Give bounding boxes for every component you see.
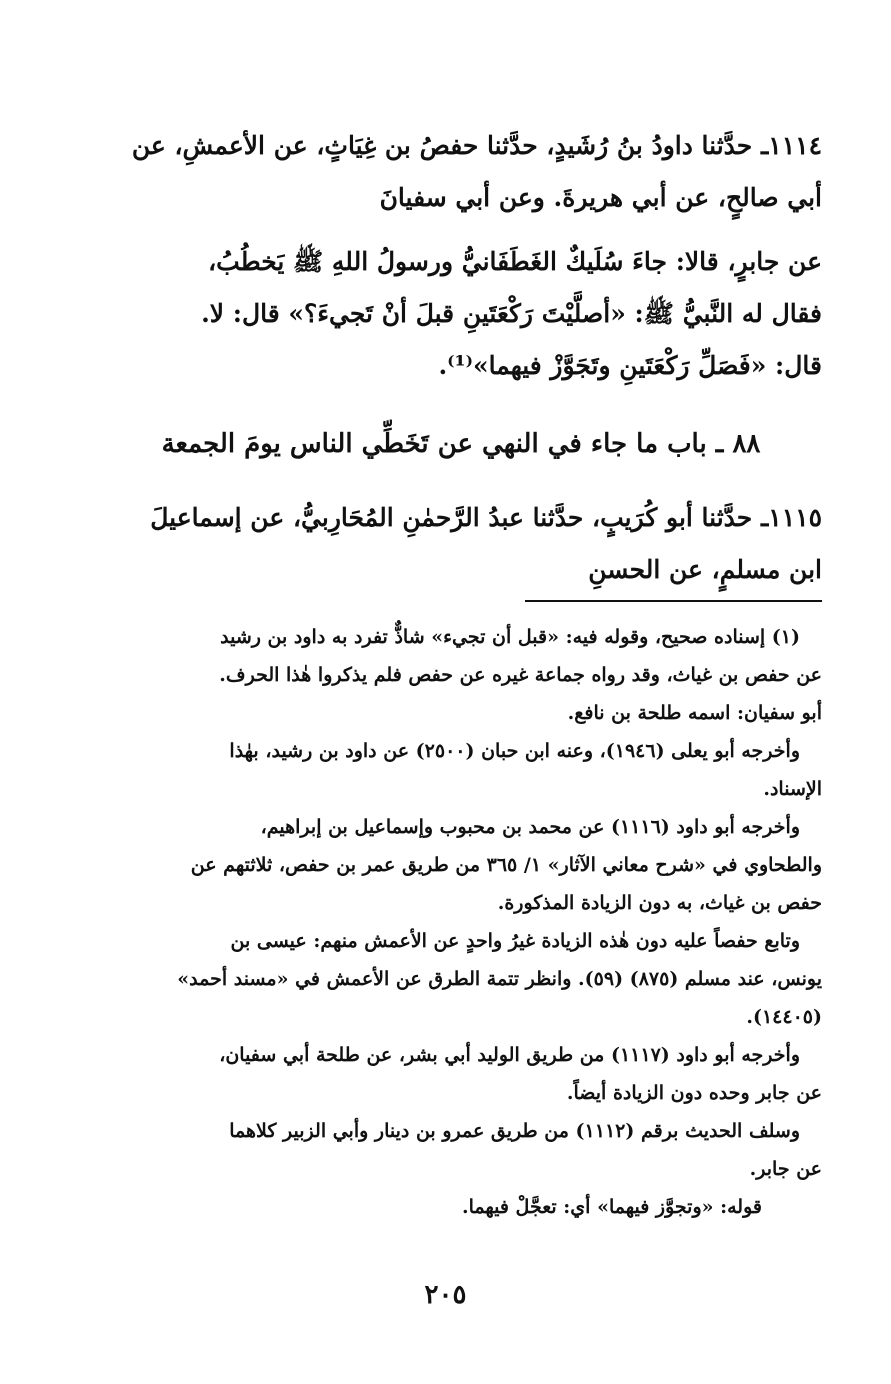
footnote-5-line-1: وتابع حفصاً عليه دون هٰذه الزيادة غيرُ واحدٍ عن الأعمش منهم: عيسى بن xyxy=(230,930,800,952)
footnotes xyxy=(100,618,822,1226)
hadith-1114-line-5: قال: «فَصَلِّ رَكْعَتَينِ وتَجَوَّزْ فيهما»⁽¹⁾. xyxy=(438,351,822,380)
footnote-7-line-1: وسلف الحديث برقم (١١١٢) من طريق عمرو بن دينار وأبي الزبير كلاهما xyxy=(229,1120,800,1142)
footnote-3-line-2: الإسناد. xyxy=(763,778,822,800)
footnote-7-line-2: عن جابر. xyxy=(749,1158,822,1180)
footnote-6-line-1: وأخرجه أبو داود (١١١٧) من طريق الوليد أبي بشر، عن طلحة أبي سفيان، xyxy=(219,1044,800,1066)
footnote-4-line-1: وأخرجه أبو داود (١١١٦) عن محمد بن محبوب وإسماعيل بن إبراهيم، xyxy=(260,816,800,838)
footnote-5-line-3: (١٤٤٠٥). xyxy=(746,1006,822,1028)
hadith-1114-line-4: فقال له النَّبيُّ ﷺ: «أصلَّيْتَ رَكْعَتَينِ قبلَ أنْ تَجيءَ؟» قال: لا. xyxy=(201,299,822,328)
footnote-4-line-3: حفص بن غياث، به دون الزيادة المذكورة. xyxy=(497,892,822,914)
footnote-5-line-2: يونس، عند مسلم (٨٧٥) (٥٩). وانظر تتمة الطرق عن الأعمش في «مسند أحمد» xyxy=(177,968,822,990)
hadith-1114-line-2: أبي صالحٍ، عن أبي هريرةَ. وعن أبي سفيانَ xyxy=(379,183,822,212)
footnote-1-line-1: (١) إسناده صحيح، وقوله فيه: «قبل أن تجيء» شاذٌّ تفرد به داود بن رشيد xyxy=(220,626,800,648)
chapter-heading: ٨٨ ـ باب ما جاء في النهي عن تَخَطِّي الناس يومَ الجمعة xyxy=(161,429,761,459)
hadith-1114-line-1: ١١١٤ـ حدَّثنا داودُ بنُ رُشَيدٍ، حدَّثنا حفصُ بن غِيَاثٍ، عن الأعمشِ، عن xyxy=(131,131,822,160)
footnote-separator xyxy=(525,600,822,602)
footnote-4-line-2: والطحاوي في «شرح معاني الآثار» ١/ ٣٦٥ من طريق عمر بن حفص، ثلاثتهم عن xyxy=(190,854,822,876)
footnote-2: أبو سفيان: اسمه طلحة بن نافع. xyxy=(567,702,822,724)
hadith-1114-part2 xyxy=(100,236,822,392)
hadith-1115-line-2: ابن مسلمٍ، عن الحسنِ xyxy=(588,555,822,584)
hadith-1115-line-1: ١١١٥ـ حدَّثنا أبو كُرَيبٍ، حدَّثنا عبدُ الرَّحمٰنِ المُحَارِبيُّ، عن إسماعيلَ xyxy=(150,503,822,532)
hadith-1114-part1 xyxy=(100,120,822,224)
footnote-6-line-2: عن جابر وحده دون الزيادة أيضاً. xyxy=(566,1082,822,1104)
page-number: ٢٠٥ xyxy=(424,1280,467,1310)
hadith-1115 xyxy=(100,492,822,596)
footnote-1-line-2: عن حفص بن غياث، وقد رواه جماعة غيره عن حفص فلم يذكروا هٰذا الحرف. xyxy=(219,664,822,686)
hadith-1114-line-3: عن جابرٍ، قالا: جاءَ سُلَيكٌ الغَطَفَانيُّ ورسولُ اللهِ ﷺ يَخطُبُ، xyxy=(208,247,822,276)
footnote-8: قوله: «وتجوَّز فيهما» أي: تعجَّلْ فيهما. xyxy=(461,1196,762,1218)
footnote-3-line-1: وأخرجه أبو يعلى (١٩٤٦)، وعنه ابن حبان (٢٥٠٠) عن داود بن رشيد، بهٰذا xyxy=(229,740,800,762)
